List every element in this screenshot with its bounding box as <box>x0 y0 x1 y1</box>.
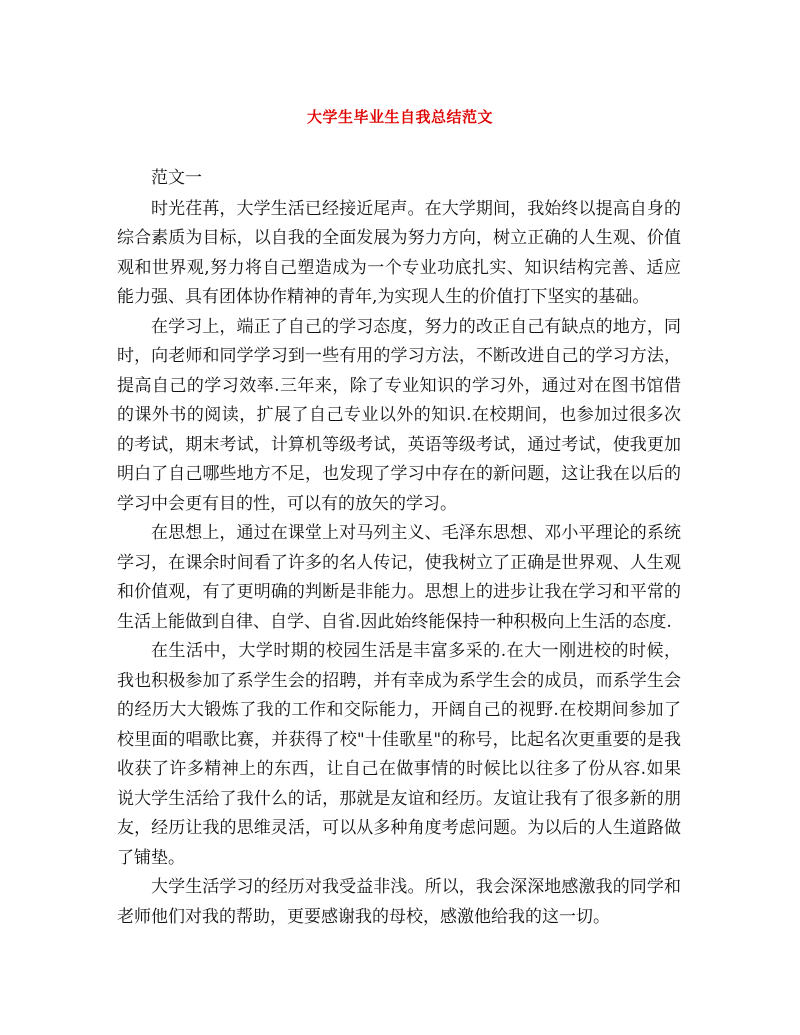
section-label: 范文一 <box>151 168 202 188</box>
document-title: 大学生毕业生自我总结范文 <box>306 108 493 126</box>
document-body <box>117 164 681 932</box>
paragraph-intro: 时光荏苒，大学生活已经接近尾声。在大学期间，我始终以提高自身的综合素质为目标，以自我的全面发展为努力方向，树立正确的人生观、价值观和世界观,努力将自己塑造成为一个专业功底扎实、知识结构完善、适应能力强、具有团体协作精神的青年,为实现人生的价值打下坚实的基础。 <box>117 198 681 307</box>
paragraph-thought: 在思想上，通过在课堂上对马列主义、毛泽东思想、邓小平理论的系统学习，在课余时间看了许多的名人传记，使我树立了正确是世界观、人生观和价值观，有了更明确的判断是非能力。思想上的进步让我在学习和平常的生活上能做到自律、自学、自省.因此始终能保持一种积极向上生活的态度. <box>117 523 681 632</box>
paragraph-study: 在学习上，端正了自己的学习态度，努力的改正自己有缺点的地方，同时，向老师和同学学习到一些有用的学习方法，不断改进自己的学习方法，提高自己的学习效率.三年来，除了专业知识的学习外，通过对在图书馆借的课外书的阅读，扩展了自己专业以外的知识.在校期间，也参加过很多次的考试，期末考试，计算机等级考试，英语等级考试，通过考试，使我更加明白了自己哪些地方不足，也发现了学习中存在的新问题，这让我在以后的学习中会更有目的性，可以有的放矢的学习。 <box>117 316 681 514</box>
paragraph-conclusion: 大学生活学习的经历对我受益非浅。所以，我会深深地感激我的同学和老师他们对我的帮助，更要感谢我的母校，感激他给我的这一切。 <box>117 877 681 927</box>
paragraph-life: 在生活中，大学时期的校园生活是丰富多采的.在大一刚进校的时候，我也积极参加了系学生会的招聘，并有幸成为系学生会的成员，而系学生会的经历大大锻炼了我的工作和交际能力，开阔自己的视野.在校期间参加了校里面的唱歌比赛，并获得了校"十佳歌星"的称号，比起名次更重要的是我收获了许多精神上的东西，让自己在做事情的时候比以往多了份从容.如果说大学生活给了我什么的话，那就是友谊和经历。友谊让我有了很多新的朋友，经历让我的思维灵活，可以从多种角度考虑问题。为以后的人生道路做了铺垫。 <box>117 641 681 868</box>
